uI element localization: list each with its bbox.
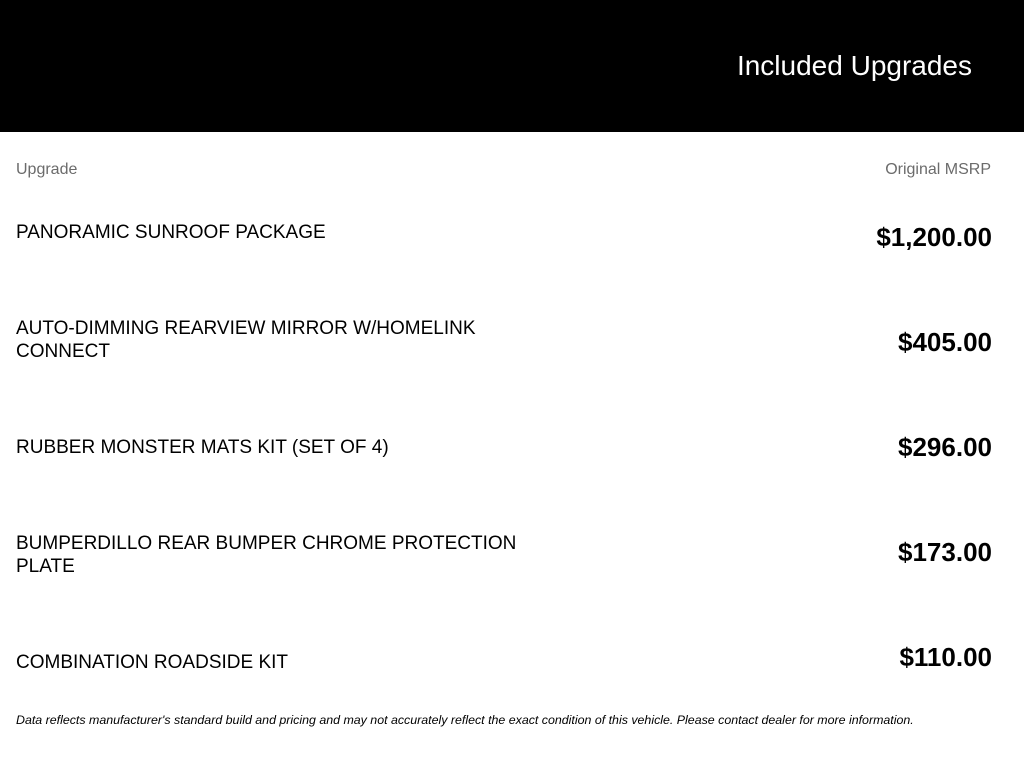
- upgrade-name: BUMPERDILLO REAR BUMPER CHROME PROTECTION PLATE: [16, 533, 517, 577]
- upgrade-name: RUBBER MONSTER MATS KIT (SET OF 4): [16, 437, 389, 458]
- upgrade-name: AUTO-DIMMING REARVIEW MIRROR W/HOMELINK CONNECT: [16, 318, 476, 362]
- column-header-msrp: Original MSRP: [885, 161, 991, 178]
- upgrade-name: COMBINATION ROADSIDE KIT: [16, 652, 289, 673]
- disclaimer-text: Data reflects manufacturer's standard build and pricing and may not accurately reflect the exact condition of this vehicle. Please contact dealer for more information.: [16, 713, 914, 727]
- upgrade-price: $405.00: [898, 327, 992, 357]
- upgrade-price: $1,200.00: [876, 222, 992, 252]
- upgrade-price: $296.00: [898, 432, 992, 462]
- upgrade-name: PANORAMIC SUNROOF PACKAGE: [16, 222, 326, 243]
- upgrade-price: $110.00: [899, 642, 992, 672]
- column-header-upgrade: Upgrade: [16, 161, 78, 178]
- page-title: Included Upgrades: [736, 50, 972, 81]
- upgrade-price: $173.00: [898, 537, 992, 567]
